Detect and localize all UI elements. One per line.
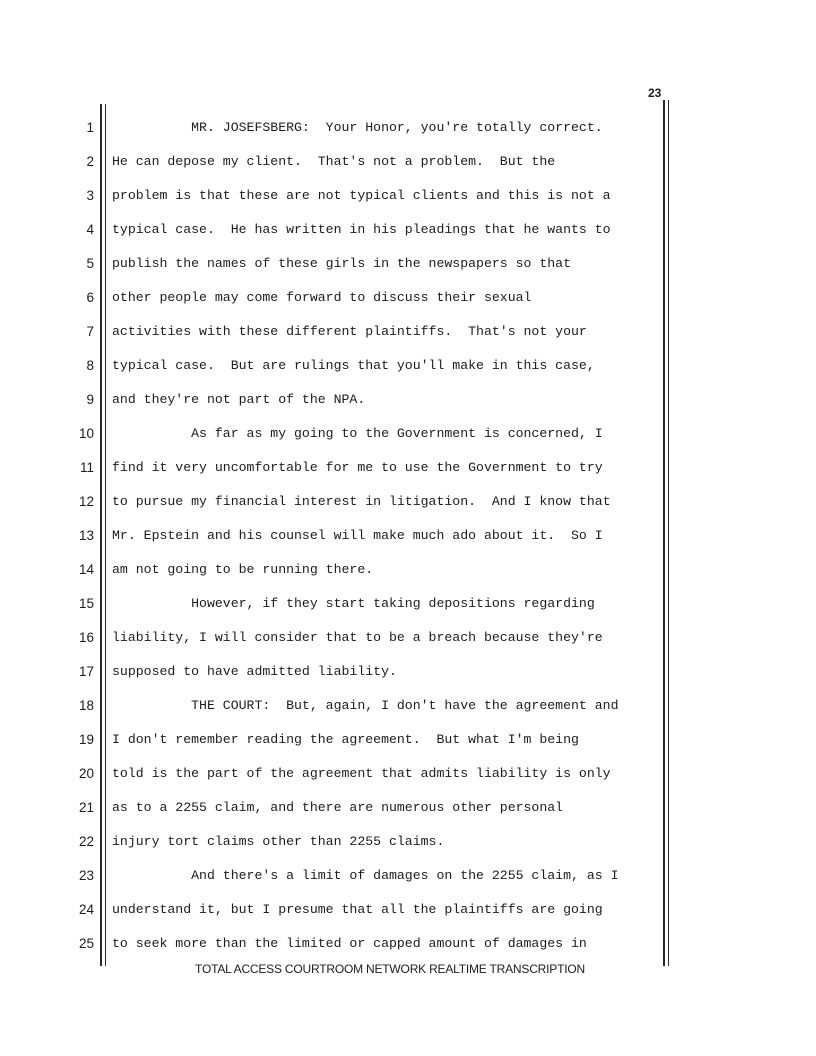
- line-text: Mr. Epstein and his counsel will make much ado about it. So I: [112, 528, 603, 543]
- line-text: understand it, but I presume that all the plaintiffs are going: [112, 902, 603, 917]
- line-text: to pursue my financial interest in litigation. And I know that: [112, 494, 611, 509]
- line-text: am not going to be running there.: [112, 562, 374, 577]
- transcript-line: [0, 558, 816, 582]
- transcript-line: [0, 694, 816, 718]
- line-text: And there's a limit of damages on the 2255 claim, as I: [112, 868, 619, 883]
- line-number: 4: [86, 222, 94, 237]
- page-footer: TOTAL ACCESS COURTROOM NETWORK REALTIME TRANSCRIPTION: [195, 962, 585, 976]
- line-text: publish the names of these girls in the newspapers so that: [112, 256, 571, 271]
- line-number: 23: [78, 868, 94, 883]
- line-number: 21: [78, 800, 94, 815]
- line-text: problem is that these are not typical clients and this is not a: [112, 188, 611, 203]
- line-number: 19: [78, 732, 94, 747]
- transcript-line: [0, 116, 816, 140]
- line-number: 22: [78, 834, 94, 849]
- line-text: THE COURT: But, again, I don't have the agreement and: [112, 698, 619, 713]
- transcript-line: [0, 218, 816, 242]
- transcript-line: [0, 728, 816, 752]
- transcript-line: [0, 796, 816, 820]
- line-text: to seek more than the limited or capped amount of damages in: [112, 936, 587, 951]
- line-number: 12: [78, 494, 94, 509]
- line-text: injury tort claims other than 2255 claims.: [112, 834, 445, 849]
- line-number: 6: [86, 290, 94, 305]
- transcript-line: [0, 830, 816, 854]
- transcript-line: [0, 490, 816, 514]
- line-number: 7: [86, 324, 94, 339]
- line-number: 5: [86, 256, 94, 271]
- line-text: liability, I will consider that to be a breach because they're: [112, 630, 603, 645]
- line-text: find it very uncomfortable for me to use the Government to try: [112, 460, 603, 475]
- line-text: typical case. He has written in his pleadings that he wants to: [112, 222, 611, 237]
- line-number: 16: [78, 630, 94, 645]
- line-number: 20: [78, 766, 94, 781]
- transcript-line: [0, 762, 816, 786]
- line-number: 3: [86, 188, 94, 203]
- line-text: However, if they start taking depositions regarding: [112, 596, 595, 611]
- line-text: told is the part of the agreement that admits liability is only: [112, 766, 611, 781]
- line-number: 18: [78, 698, 94, 713]
- line-text: and they're not part of the NPA.: [112, 392, 366, 407]
- transcript-line: [0, 864, 816, 888]
- transcript-line: [0, 286, 816, 310]
- transcript-line: [0, 184, 816, 208]
- transcript-line: [0, 898, 816, 922]
- line-number: 9: [86, 392, 94, 407]
- line-text: as to a 2255 claim, and there are numerous other personal: [112, 800, 564, 815]
- transcript-line: [0, 354, 816, 378]
- line-text: supposed to have admitted liability.: [112, 664, 397, 679]
- line-number: 15: [78, 596, 94, 611]
- transcript-line: [0, 626, 816, 650]
- line-number: 17: [78, 664, 94, 679]
- line-text: other people may come forward to discuss their sexual: [112, 290, 532, 305]
- line-text: As far as my going to the Government is concerned, I: [112, 426, 603, 441]
- transcript-line: [0, 932, 816, 956]
- transcript-line: [0, 252, 816, 276]
- line-number: 13: [78, 528, 94, 543]
- page-number: 23: [648, 86, 662, 100]
- line-text: typical case. But are rulings that you'll make in this case,: [112, 358, 595, 373]
- transcript-line: [0, 150, 816, 174]
- line-number: 8: [86, 358, 94, 373]
- line-number: 25: [78, 936, 94, 951]
- line-number: 11: [79, 460, 94, 475]
- line-number: 14: [78, 562, 94, 577]
- line-number: 1: [86, 120, 94, 135]
- line-number: 10: [78, 426, 94, 441]
- line-text: I don't remember reading the agreement. But what I'm being: [112, 732, 579, 747]
- transcript-line: [0, 422, 816, 446]
- line-number: 2: [86, 154, 94, 169]
- line-number: 24: [78, 902, 94, 917]
- transcript-line: [0, 388, 816, 412]
- line-text: MR. JOSEFSBERG: Your Honor, you're totally correct.: [112, 120, 603, 135]
- line-text: activities with these different plaintiffs. That's not your: [112, 324, 587, 339]
- transcript-line: [0, 524, 816, 548]
- transcript-line: [0, 320, 816, 344]
- line-text: He can depose my client. That's not a problem. But the: [112, 154, 556, 169]
- transcript-line: [0, 660, 816, 684]
- transcript-line: [0, 456, 816, 480]
- transcript-line: [0, 592, 816, 616]
